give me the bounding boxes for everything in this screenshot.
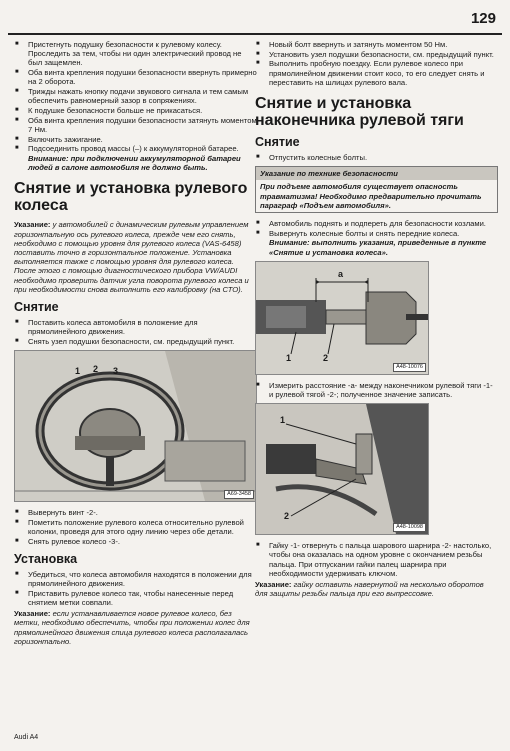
left-top-list (14, 40, 257, 153)
list-item: ■ Автомобиль поднять и подпереть для безопасности козлами. (255, 219, 498, 228)
safety-text: При подъеме автомобиля существует опасность травматизма! Необходимо предварительно прочитать параграф «Подъем автомобиля». (260, 182, 482, 210)
list-item: ■ Оба винта крепления подушки безопасности затянуть моментом 7 Нм. (14, 116, 257, 134)
battery-note: Внимание: при подключении аккумуляторной батареи людей в салоне автомобиля не должно быть. (28, 153, 241, 173)
lift-note: Внимание: выполнить указания, приведенные в пункте «Снятие и установка колеса». (269, 238, 487, 257)
callout-2: 2 (93, 364, 99, 375)
final-note-label: Указание: (255, 580, 292, 590)
subsection-removal: Снятие (14, 299, 59, 314)
list-item: ■ Включить зажигание. (14, 135, 257, 144)
callout-3: 3 (113, 366, 119, 377)
final-note (14, 609, 257, 646)
steering-wheel-illustration (15, 351, 257, 501)
header-rule (8, 33, 502, 35)
right-top-list (255, 40, 498, 87)
list-item: ■ Отпустить колесные болты. (255, 153, 498, 162)
callout-1: 1 (75, 366, 81, 377)
tie-rod-figure (255, 261, 429, 375)
list-item: ■ Поставить колеса автомобиля в положение для прямолинейного движения. (14, 318, 257, 336)
callout-1: 1 (280, 415, 286, 426)
list-item: ■ Снять рулевое колесо -3-. (14, 537, 257, 546)
safety-title: Указание по технике безопасности (256, 167, 497, 180)
figure-code: A69-3458 (224, 490, 254, 499)
left-column (14, 40, 257, 648)
measure-list (255, 381, 498, 399)
callout-a: a (338, 268, 344, 279)
list-item: ■ Гайку -1- отвернуть с пальца шарового шарнира -2- настолько, чтобы она оказалась на одном уровне с окончанием резьбы пальца. При отпускании гайки палец шарнира при необходимости удерживать ключом. (255, 541, 498, 578)
list-item: ■ Пристегнуть подушку безопасности к рулевому колесу. Проследить за тем, чтобы ни один электрический провод не был защемлен. (14, 40, 257, 68)
safety-box (255, 166, 498, 213)
list-item: ■ Установить узел подушки безопасности, см. предыдущий пункт. (255, 50, 498, 59)
figure-code: A48-10098 (393, 523, 426, 532)
callout-1: 1 (286, 352, 292, 363)
right-removal-list (255, 153, 498, 162)
intro-label: Указание: (14, 220, 51, 230)
lift-list (255, 219, 498, 238)
list-item: ■ Убедиться, что колеса автомобиля находятся в положении для прямолинейного движения. (14, 570, 257, 588)
list-item: ■ Измерить расстояние -a- между наконечником рулевой тяги -1- и рулевой тягой -2-; полученное значение записать. (255, 381, 498, 399)
intro-paragraph (14, 220, 257, 294)
subsection-installation: Установка (14, 551, 78, 566)
list-item: ■ К подушке безопасности больше не прикасаться. (14, 106, 257, 115)
intro-text: у автомобилей с динамическим рулевым управлением горизонтальную ось рулевого колеса, прежде чем его снять, необходимо с помощью уровня для рулевого колеса (VAS-6458) поставить точно в горизонтальное положение. Установка выполняется также с помощью уровня для рулевого колеса. После этого с помощью диагностического прибора VW/AUDI необходимо проверить датчик угла поворота рулевого колеса и при необходимости снова выполнить его калибровку (на СТО). (14, 220, 249, 294)
after-figure-list (14, 508, 257, 546)
list-item: ■ Трижды нажать кнопку подачи звукового сигнала и тем самым обеспечить равномерный зазор в сопряжениях. (14, 87, 257, 105)
steering-wheel-figure (14, 350, 257, 502)
list-item: ■ Снять узел подушки безопасности, см. предыдущий пункт. (14, 337, 257, 346)
final-note-text: если устанавливается новое рулевое колесо, без метки, необходимо обеспечить, чтобы при положении колес для прямолинейного движения спица рулевого колеса располагалась горизонтально. (14, 609, 250, 646)
list-item: ■ Вывернуть колесные болты и снять передние колеса. (255, 229, 498, 238)
installation-list (14, 570, 257, 607)
callout-2: 2 (284, 511, 290, 522)
list-item: ■ Вывернуть винт -2-. (14, 508, 257, 517)
list-item: ■ Оба винта крепления подушки безопасности ввернуть примерно на 2 оборота. (14, 68, 257, 86)
final-note-text: гайку оставить навернутой на несколько оборотов для защиты резьбы пальца при его выпрессовке. (255, 580, 484, 599)
section-title-tie-rod: Снятие и установка наконечника рулевой тяги (255, 95, 464, 130)
list-item: ■ Подсоединить провод массы (–) к аккумуляторной батарее. (14, 144, 257, 153)
list-item: ■ Новый болт ввернуть и затянуть моментом 50 Нм. (255, 40, 498, 49)
footer-text: Audi A4 (14, 733, 39, 741)
section-title-steering-wheel: Снятие и установка рулевого колеса (14, 180, 248, 215)
callout-2: 2 (323, 352, 329, 363)
final-note-label: Указание: (14, 609, 51, 619)
final-list (255, 541, 498, 578)
list-item: ■ Пометить положение рулевого колеса относительно рулевой колонки, проведя для этого одну линию через обе детали. (14, 518, 257, 536)
ball-joint-figure (255, 403, 429, 535)
list-item: ■ Выполнить пробную поездку. Если рулевое колесо при прямолинейном движении стоит косо, то его следует снять и переставить на шлицах рулевого вала. (255, 59, 498, 87)
figure-code: A48-10076 (393, 363, 426, 372)
list-item: ■ Приставить рулевое колесо так, чтобы нанесенные перед снятием метки совпали. (14, 589, 257, 607)
right-column (255, 40, 498, 600)
page-number: 129 (470, 10, 496, 27)
subsection-removal: Снятие (255, 135, 300, 150)
removal-list (14, 318, 257, 346)
final-note (255, 580, 498, 598)
